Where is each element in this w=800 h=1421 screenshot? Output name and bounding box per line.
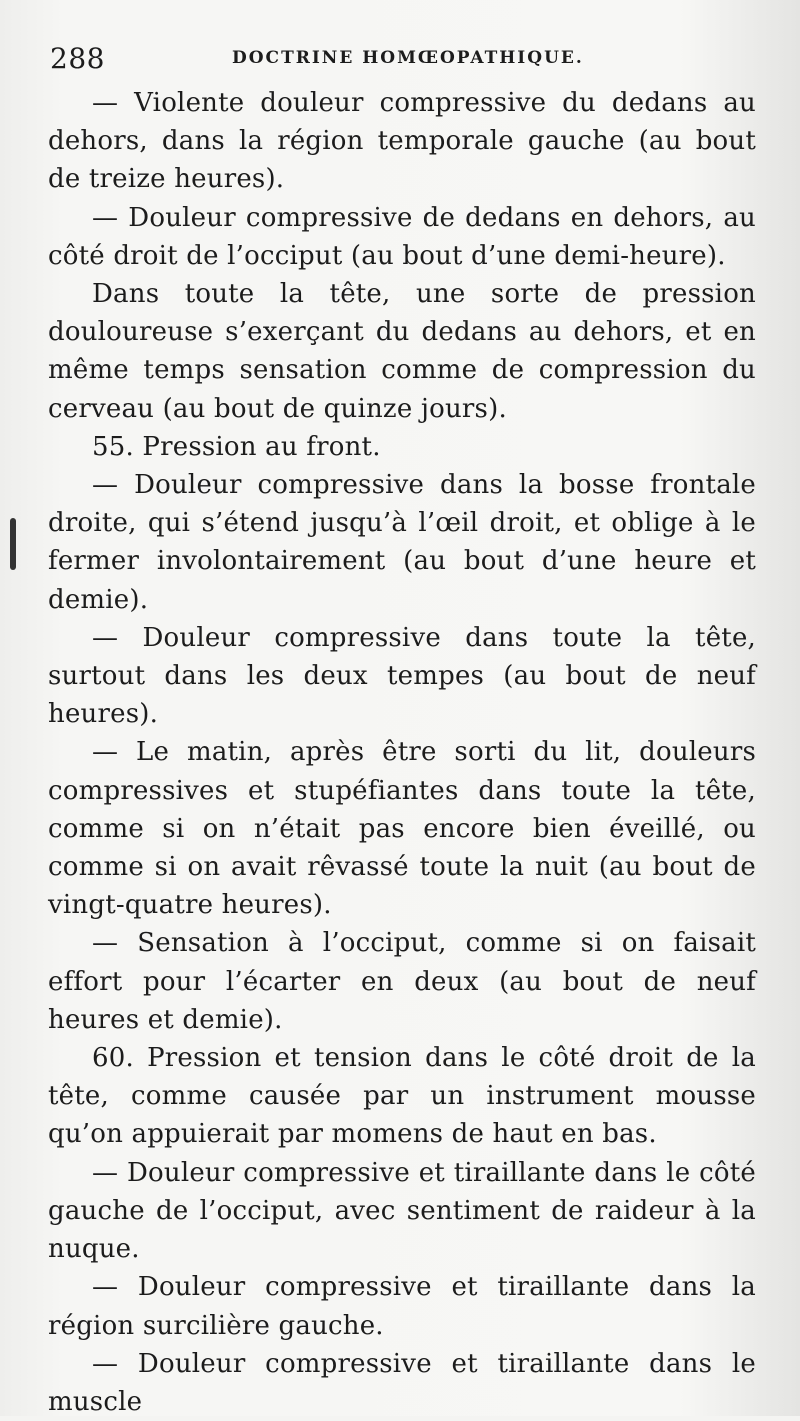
paragraph: — Douleur compressive dans la bosse frontale droite, qui s’étend jusqu’à l’œil droit, et oblige à le fermer involontairement (au bout d’une heure et demie). [48,470,756,615]
paragraph: 55. Pression au front. [92,431,381,462]
paragraph: — Douleur compressive et tiraillante dans le côté gauche de l’occiput, avec sentiment de raideur à la nuque. [48,1157,756,1265]
paragraph: — Douleur compressive et tiraillante dans le muscle [48,1348,756,1417]
paragraph: — Douleur compressive de dedans en dehors, au côté droit de l’occiput (au bout d’une demi-heure). [48,202,756,271]
running-title: DOCTRINE HOMŒOPATHIQUE. [232,48,584,68]
body-text [48,84,756,1421]
paragraph: — Douleur compressive et tiraillante dans la région surcilière gauche. [48,1272,756,1341]
paragraph: — Violente douleur compressive du dedans au dehors, dans la région temporale gauche (au bout de treize heures). [48,88,756,195]
paragraph: Dans toute la tête, une sorte de pression douloureuse s’exerçant du dedans au dehors, et en même temps sensation comme de compression du cerveau (au bout de quinze jours). [48,279,756,424]
paragraph: — Le matin, après être sorti du lit, douleurs compressives et stupéfiantes dans toute la tête, comme si on n’était pas encore bien éveillé, ou comme si on avait rêvassé toute la nuit (au bout de vingt-quatre heures). [48,737,756,921]
binding-mark [10,518,16,570]
paragraph: — Sensation à l’occiput, comme si on faisait effort pour l’écarter en deux (au bout de neuf heures et demie). [48,928,756,1035]
page-header [50,42,750,82]
paragraph: — Douleur compressive dans toute la tête, surtout dans les deux tempes (au bout de neuf heures). [48,622,756,730]
paragraph: 60. Pression et tension dans le côté droit de la tête, comme causée par un instrument mousse qu’on appuierait par momens de haut en bas. [48,1043,756,1150]
page-number: 288 [50,42,105,75]
